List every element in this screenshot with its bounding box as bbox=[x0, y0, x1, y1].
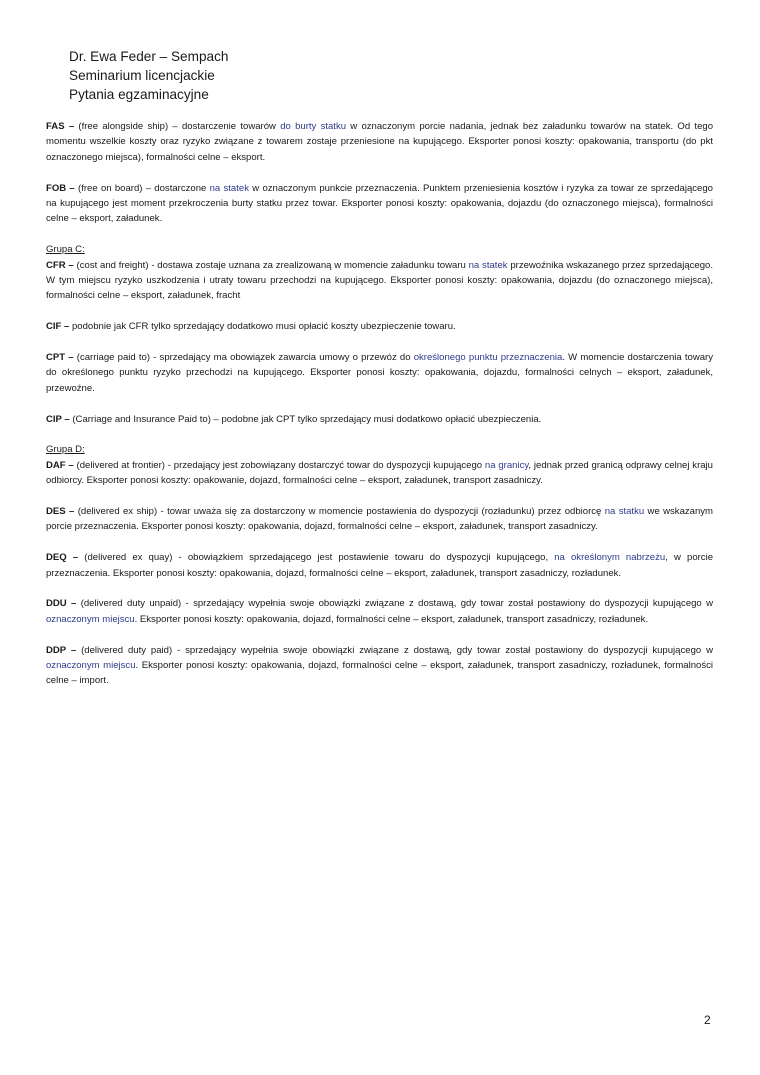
cpt-highlight: określonego punktu przeznaczenia bbox=[413, 352, 563, 364]
cfr-text-1: (cost and freight) - dostawa zostaje uznana za zrealizowaną w momencie załadunku towaru bbox=[73, 259, 469, 271]
cip-text-1: (Carriage and Insurance Paid to) – podobne jak CPT tylko sprzedający musi dodatkowo opłacić ubezpieczenia. bbox=[69, 413, 542, 425]
cfr-highlight: na statek bbox=[468, 259, 508, 271]
des-text-2: we wskazanym porcie przeznaczenia. Eksporter ponosi koszty: opakowania, dojazd, formalności celne – eksport, załadunek, transport zasadniczy. bbox=[46, 506, 713, 533]
group-d-heading: Grupa D: bbox=[46, 444, 85, 456]
group-c-heading: Grupa C: bbox=[46, 244, 85, 256]
daf-text-1: (delivered at frontier) - przedający jest zobowiązany dostarczyć towar do dyspozycji kupującego bbox=[73, 459, 485, 471]
author-line: Dr. Ewa Feder – Sempach bbox=[69, 49, 229, 64]
term-cfr: CFR – bbox=[46, 259, 74, 271]
term-ddu: DDU – bbox=[46, 598, 77, 610]
deq-text-2: , w porcie przeznaczenia. Eksporter ponosi koszty: opakowania, dojazd, formalności celne – eksport, załadunek, transport zasadniczy, rozładunek. bbox=[46, 552, 714, 579]
term-des: DES – bbox=[46, 506, 75, 518]
term-ddp: DDP – bbox=[46, 644, 77, 656]
daf-highlight: na granicy bbox=[484, 459, 529, 471]
paragraph-des bbox=[46, 504, 713, 535]
term-cif: CIF – bbox=[46, 321, 70, 333]
fob-text-2: w oznaczonym punkcie przeznaczenia. Punktem przeniesienia kosztów i ryzyka za towar ze sprzedającego na kupującego jest moment przekroczenia burty statku przez towar. Eksporter ponosi koszty: opakowania, dojazdu (do oznaczonego miejsca), formalności celne – eksport, załadunek. bbox=[46, 182, 713, 225]
document-header bbox=[69, 47, 228, 104]
des-text-1: (delivered ex ship) - towar uważa się za dostarczony w momencie postawienia do dyspozycji (rozładunku) przez odbiorcę bbox=[74, 506, 605, 518]
des-highlight: na statku bbox=[604, 506, 645, 518]
ddu-highlight: oznaczonym miejscu bbox=[46, 613, 135, 625]
paragraph-deq bbox=[46, 550, 713, 581]
paragraph-cpt bbox=[46, 350, 713, 396]
term-cpt: CPT – bbox=[46, 352, 74, 364]
term-fas: FAS – bbox=[46, 121, 75, 132]
ddp-highlight: oznaczonym miejscu bbox=[46, 660, 136, 672]
ddp-text-2: . Eksporter ponosi koszty: opakowania, dojazd, formalności celne – eksport, załadunek, transport zasadniczy, rozładunek, formalności celne – import. bbox=[46, 660, 714, 687]
deq-highlight: na określonym nabrzeżu bbox=[554, 552, 666, 564]
paragraph-cif bbox=[46, 319, 713, 334]
term-daf: DAF – bbox=[46, 459, 74, 471]
deq-text-1: (delivered ex quay) - obowiązkiem sprzedającego jest postawienie towaru do dyspozycji kupującego, bbox=[78, 552, 555, 564]
paragraph-ddp bbox=[46, 643, 713, 689]
fas-text-1: (free alongside ship) – dostarczenie towarów bbox=[74, 121, 281, 132]
paragraph-cip bbox=[46, 412, 713, 427]
term-deq: DEQ – bbox=[46, 552, 79, 564]
term-cip: CIP – bbox=[46, 413, 70, 425]
fas-text-2: w oznaczonym porcie nadania, jednak bez załadunku towarów na statek. Od tego momentu wszelkie koszty oraz ryzyko związane z towarem zostaje przeniesione na kupującego. Eksporter ponosi koszty: opakowania, transportu (do pkt oznaczonego miejsca), formalności celne – eksport. bbox=[46, 121, 714, 163]
ddu-text-2: . Eksporter ponosi koszty: opakowania, dojazd, formalności celne – eksport, załadunek, transport zasadniczy, rozładunek. bbox=[134, 613, 649, 625]
cfr-text-2: przewoźnika wskazanego przez sprzedającego. W tym miejscu ryzyko uszkodzenia i utraty towaru przechodzi na kupującego. Eksporter ponosi koszty: opakowania, dojazdu (do oznaczonego miejsca), formalności celne – eksport, załadunek, fracht bbox=[46, 259, 713, 302]
ddu-text-1: (delivered duty unpaid) - sprzedający wypełnia swoje obowiązki związane z dostawą, gdy towar został postawiony do dyspozycji kupującego w bbox=[76, 598, 713, 610]
page-number: 2 bbox=[704, 1013, 711, 1027]
term-fob: FOB – bbox=[46, 182, 75, 194]
paragraph-cfr bbox=[46, 258, 713, 304]
paragraph-daf bbox=[46, 458, 713, 489]
document-body bbox=[46, 119, 713, 689]
paragraph-fas bbox=[46, 119, 713, 165]
paragraph-ddu bbox=[46, 596, 713, 627]
cpt-text-2: . W momencie dostarczenia towary do określonego punktu ryzyko przechodzi na kupującego. Eksporter ponosi koszty: opakowania, dojazdu, formalności celnych – eksport, załadunek, przewoźne. bbox=[46, 352, 713, 394]
cif-text-1: podobnie jak CFR tylko sprzedający dodatkowo musi opłacić koszty ubezpieczenie towaru. bbox=[69, 321, 456, 333]
course-line: Seminarium licencjackie bbox=[69, 68, 215, 83]
fob-highlight: na statek bbox=[209, 182, 249, 194]
subtitle-line: Pytania egzaminacyjne bbox=[69, 87, 209, 102]
cpt-text-1: (carriage paid to) - sprzedający ma obowiązek zawarcia umowy o przewóz do bbox=[73, 352, 414, 364]
ddp-text-1: (delivered duty paid) - sprzedający wypełnia swoje obowiązki związane z dostawą, gdy towar został postawiony do dyspozycji kupującego w bbox=[76, 644, 713, 656]
fas-highlight: do burty statku bbox=[280, 121, 347, 132]
daf-text-2: , jednak przed granicą odprawy celnej kraju odbiorcy. Eksporter ponosi koszty: opakowanie, dojazd, formalności celne – eksport, załadunek, transport zasadniczy. bbox=[46, 459, 713, 487]
paragraph-fob bbox=[46, 181, 713, 227]
fob-text-1: (free on board) – dostarczone bbox=[74, 182, 210, 194]
